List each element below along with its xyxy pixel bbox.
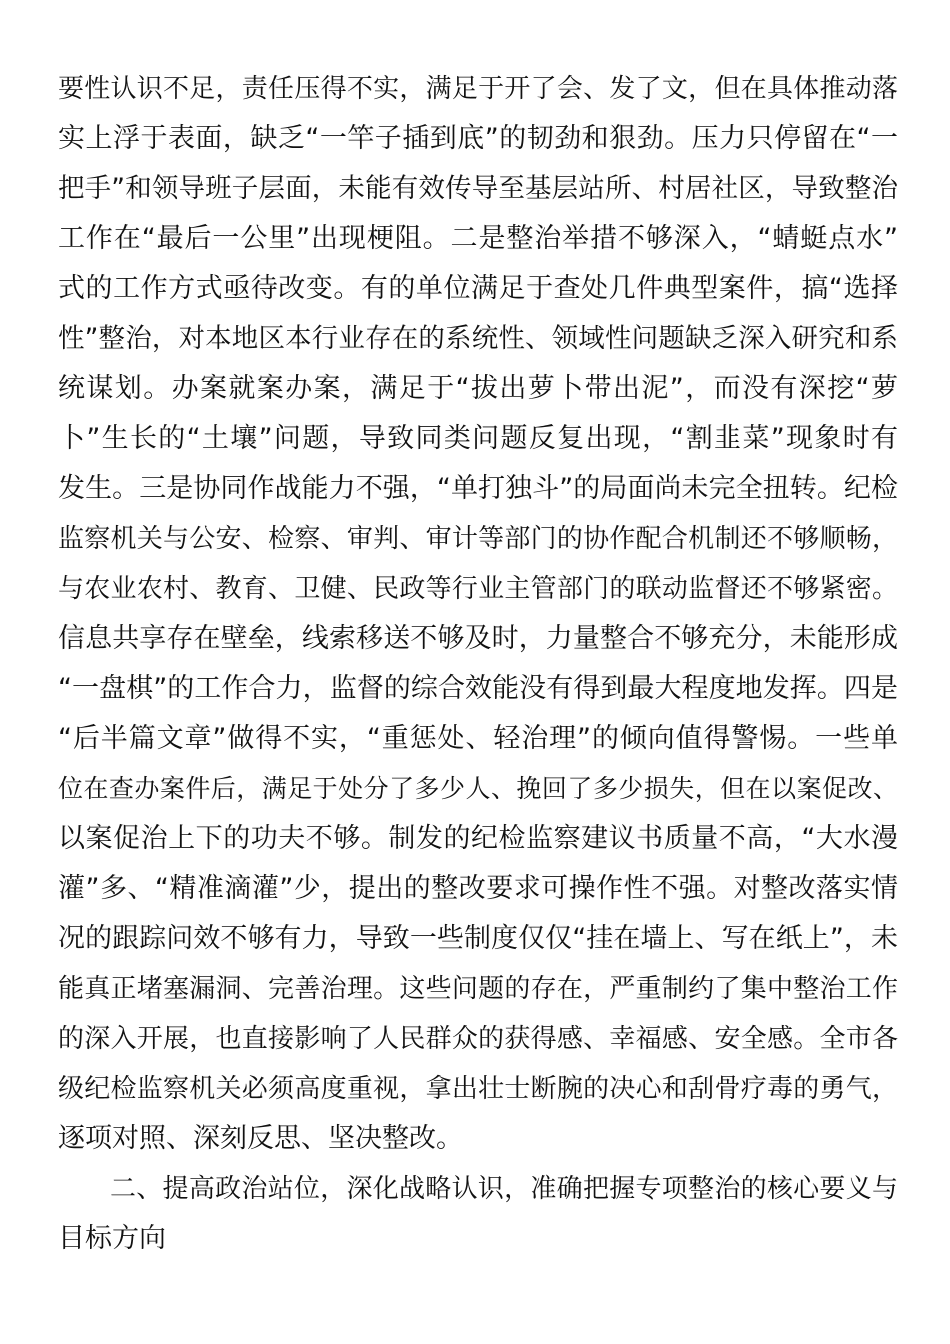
- body-line: 信息共享存在壁垒，线索移送不够及时，力量整合不够充分，未能形成: [58, 623, 898, 654]
- body-line: 卜”生长的“土壤”问题，导致同类问题反复出现，“割韭菜”现象时有: [58, 423, 898, 454]
- section-heading: 二、提高政治站位，深化战略认识，准确把握专项整治的核心要义与: [110, 1174, 898, 1204]
- section-heading-continued: 目标方向: [58, 1223, 166, 1254]
- body-line: 发生。三是协同作战能力不强，“单打独斗”的局面尚未完全扭转。纪检: [58, 473, 898, 504]
- body-line: 与农业农村、教育、卫健、民政等行业主管部门的联动监督还不够紧密。: [58, 574, 898, 604]
- body-line: 灌”多、“精准滴灌”少，提出的整改要求可操作性不强。对整改落实情: [58, 873, 898, 904]
- body-line: 况的跟踪问效不够有力，导致一些制度仅仅“挂在墙上、写在纸上”，未: [58, 923, 898, 954]
- body-line: 要性认识不足，责任压得不实，满足于开了会、发了文，但在具体推动落: [58, 74, 898, 104]
- body-line: 的深入开展，也直接影响了人民群众的获得感、幸福感、安全感。全市各: [58, 1024, 898, 1054]
- body-line: “后半篇文章”做得不实，“重惩处、轻治理”的倾向值得警惕。一些单: [58, 723, 898, 754]
- body-line: 位在查办案件后，满足于处分了多少人、挽回了多少损失，但在以案促改、: [58, 774, 898, 803]
- body-line: 工作在“最后一公里”出现梗阻。二是整治举措不够深入，“蜻蜓点水”: [58, 223, 898, 254]
- body-line: “一盘棋”的工作合力，监督的综合效能没有得到最大程度地发挥。四是: [58, 673, 898, 704]
- body-line: 逐项对照、深刻反思、坚决整改。: [58, 1123, 463, 1154]
- body-line: 级纪检监察机关必须高度重视，拿出壮士断腕的决心和刮骨疗毒的勇气，: [58, 1074, 898, 1104]
- body-line: 统谋划。办案就案办案，满足于“拔出萝卜带出泥”，而没有深挖“萝: [58, 373, 898, 404]
- body-line: 把手”和领导班子层面，未能有效传导至基层站所、村居社区，导致整治: [58, 173, 898, 204]
- body-line: 以案促治上下的功夫不够。制发的纪检监察建议书质量不高，“大水漫: [58, 823, 898, 854]
- body-line: 实上浮于表面，缺乏“一竿子插到底”的韧劲和狠劲。压力只停留在“一: [58, 123, 898, 154]
- body-line: 式的工作方式亟待改变。有的单位满足于查处几件典型案件，搞“选择: [58, 273, 898, 304]
- body-line: 性”整治，对本地区本行业存在的系统性、领域性问题缺乏深入研究和系: [58, 323, 898, 354]
- body-line: 能真正堵塞漏洞、完善治理。这些问题的存在，严重制约了集中整治工作: [58, 974, 898, 1004]
- body-line: 监察机关与公安、检察、审判、审计等部门的协作配合机制还不够顺畅，: [58, 524, 898, 554]
